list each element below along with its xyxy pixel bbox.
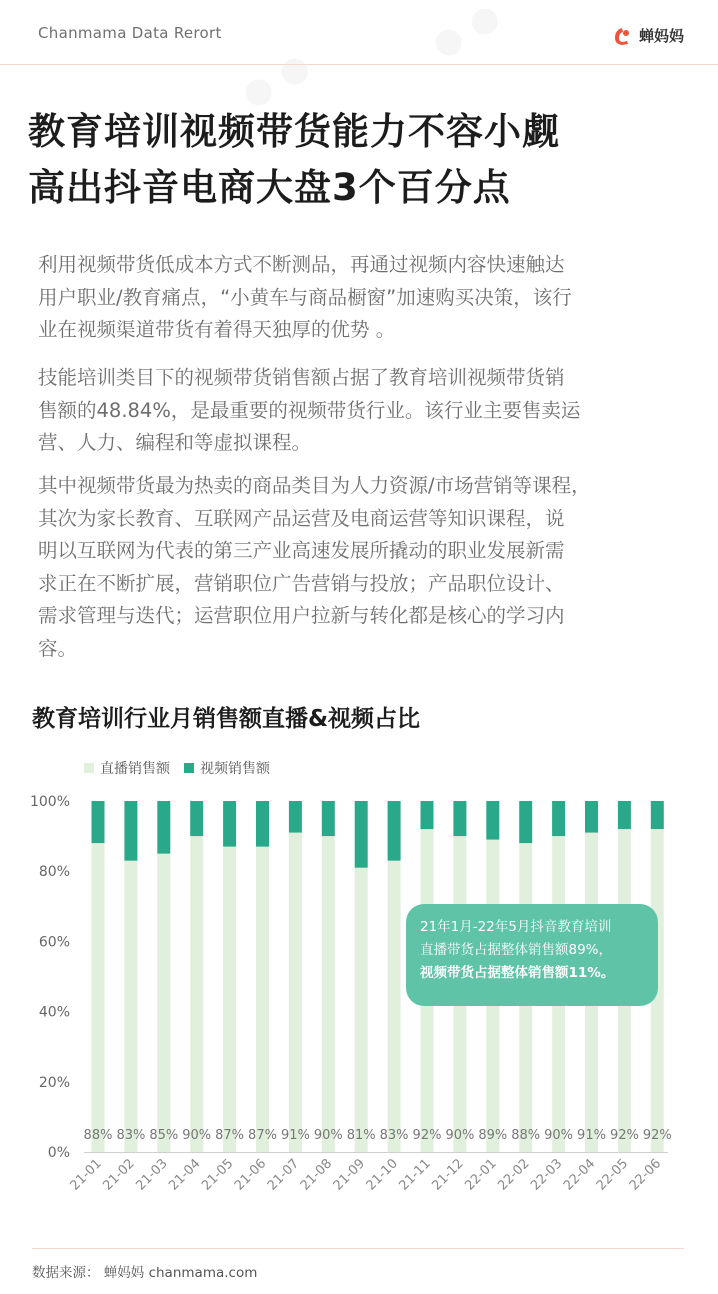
data-label-22-01: 89% (478, 1128, 508, 1143)
brand-logo-group (611, 24, 684, 46)
data-label-21-04: 90% (182, 1128, 212, 1143)
chart-legend (84, 758, 284, 778)
bar-video-21-05 (223, 801, 236, 847)
paragraph-2 (38, 362, 686, 460)
y-tick-label: 100% (29, 794, 70, 810)
paragraph-line: 明以互联网为代表的第三产业高速发展所撬动的职业发展新需 (38, 539, 565, 562)
callout-line-3: 视频带货占据整体销售额11%。 (420, 965, 615, 981)
y-tick-label: 40% (38, 1004, 70, 1021)
bar-live-21-10 (388, 861, 401, 1152)
x-tick-label-21-04: 21-04 (166, 1156, 204, 1194)
chart-title: 教育培训行业月销售额直播&视频占比 (32, 706, 421, 732)
header-divider (0, 64, 718, 65)
bar-live-21-07 (289, 833, 302, 1152)
x-tick-label-21-08: 21-08 (297, 1156, 336, 1194)
data-label-21-06: 87% (248, 1128, 277, 1143)
report-label: Chanmama Data Rerort (38, 24, 222, 42)
data-label-21-09: 81% (346, 1128, 376, 1143)
x-tick-label-22-01: 22-01 (462, 1156, 500, 1194)
paragraph-line: 其中视频带货最为热卖的商品类目为人力资源/市场营销等课程， (38, 474, 591, 497)
bar-video-22-02 (519, 801, 532, 843)
y-tick-label: 20% (38, 1074, 70, 1091)
summary-callout (406, 904, 658, 1006)
paragraph-line: 求正在不断扩展，营销职位广告营销与投放；产品职位设计、 (38, 571, 565, 595)
title-line-2: 高出抖音电商大盘3个百分点 (28, 166, 511, 209)
paragraph-line: 技能培训类目下的视频带货销售额占据了教育培训视频带货销 (38, 366, 565, 389)
brand-name: 蝉妈妈 (638, 26, 684, 45)
watermark (425, 0, 507, 65)
data-label-22-06: 92% (642, 1128, 672, 1143)
paragraph-line: 需求管理与迭代；运营职位用户拉新与转化都是核心的学习内 (38, 604, 565, 627)
legend-label-live: 直播销售额 (100, 761, 170, 777)
x-tick-label-22-04: 22-04 (561, 1156, 599, 1194)
paragraph-line: 业在视频渠道带货有着得天独厚的优势 。 (38, 318, 396, 341)
paragraph-1 (38, 249, 686, 347)
page-title (28, 104, 688, 216)
x-tick-label-21-02: 21-02 (100, 1156, 138, 1194)
y-tick-label: 80% (38, 864, 70, 881)
bar-live-21-06 (256, 847, 269, 1152)
bar-live-21-09 (355, 868, 368, 1152)
bar-video-21-08 (322, 801, 335, 836)
legend-item-live (84, 758, 170, 778)
data-label-21-11: 92% (412, 1128, 442, 1143)
data-source: 数据来源： 蝉妈妈 chanmama.com (32, 1265, 258, 1281)
bar-video-21-03 (157, 801, 170, 854)
x-tick-label-21-05: 21-05 (199, 1156, 237, 1194)
bar-live-21-08 (322, 836, 335, 1152)
bar-live-21-02 (124, 861, 137, 1152)
data-label-21-12: 90% (445, 1128, 475, 1143)
bar-video-21-06 (256, 801, 269, 847)
bar-video-21-07 (289, 801, 302, 833)
legend-label-video: 视频销售额 (200, 761, 270, 777)
x-tick-label-21-11: 21-11 (396, 1156, 434, 1194)
data-label-22-03: 90% (544, 1128, 574, 1143)
x-tick-label-21-10: 21-10 (363, 1156, 401, 1194)
bar-video-22-03 (552, 801, 565, 836)
title-line-1: 教育培训视频带货能力不容小觑 (28, 110, 560, 153)
bar-live-21-05 (223, 847, 236, 1152)
paragraph-line: 容。 (38, 636, 78, 660)
callout-line-1: 21年1月-22年5月抖音教育培训 (420, 919, 612, 935)
bar-video-22-05 (618, 801, 631, 829)
bar-video-22-04 (585, 801, 598, 833)
x-tick-label-21-01: 21-01 (67, 1156, 105, 1194)
x-tick-label-21-06: 21-06 (232, 1156, 270, 1194)
bar-video-21-09 (355, 801, 368, 868)
legend-swatch-video (184, 763, 194, 773)
data-label-21-02: 83% (116, 1128, 146, 1143)
callout-line-2: 直播带货占据整体销售额89%， (420, 942, 613, 958)
paragraph-line: 其次为家长教育、互联网产品运营及电商运营等知识课程，说 (38, 506, 565, 530)
bar-live-21-03 (157, 854, 170, 1152)
paragraph-line: 售额的48.84%，是最重要的视频带货行业。该行业主要售卖运 (38, 398, 581, 422)
bar-video-22-06 (651, 801, 664, 829)
data-label-21-10: 83% (379, 1128, 409, 1143)
legend-item-video (184, 758, 270, 778)
data-label-21-08: 90% (313, 1128, 343, 1143)
data-label-21-01: 88% (83, 1128, 113, 1143)
data-label-22-04: 91% (577, 1128, 606, 1143)
bar-live-21-04 (190, 836, 203, 1152)
data-label-22-02: 88% (511, 1128, 541, 1143)
x-tick-label-21-09: 21-09 (330, 1156, 369, 1194)
x-tick-label-22-02: 22-02 (495, 1156, 533, 1194)
bar-video-21-12 (453, 801, 466, 836)
bar-video-21-01 (92, 801, 105, 843)
data-label-22-05: 92% (609, 1128, 639, 1143)
legend-swatch-live (84, 763, 94, 773)
data-label-21-03: 85% (149, 1128, 179, 1143)
bar-video-21-02 (124, 801, 137, 861)
footer-divider (32, 1248, 684, 1249)
x-tick-label-22-05: 22-05 (593, 1156, 632, 1194)
bar-live-21-01 (92, 843, 105, 1152)
brand-logo-icon (611, 24, 633, 46)
x-tick-label-21-12: 21-12 (429, 1156, 467, 1194)
bar-video-21-10 (388, 801, 401, 861)
bar-video-22-01 (486, 801, 499, 840)
x-tick-label-22-03: 22-03 (528, 1156, 566, 1194)
paragraph-line: 营、人力、编程和等虚拟课程。 (38, 431, 312, 454)
y-tick-label: 60% (38, 934, 70, 951)
bar-video-21-04 (190, 801, 203, 836)
data-label-21-05: 87% (215, 1128, 245, 1143)
paragraph-line: 利用视频带货低成本方式不断测品，再通过视频内容快速触达 (38, 253, 565, 276)
x-tick-label-21-03: 21-03 (133, 1156, 171, 1194)
bar-video-21-11 (421, 801, 434, 829)
paragraph-line: 用户职业/教育痛点，“小黄车与商品橱窗”加速购买决策，该行 (38, 285, 572, 309)
data-label-21-07: 91% (280, 1128, 310, 1143)
paragraph-3 (38, 470, 686, 665)
x-tick-label-22-06: 22-06 (626, 1156, 665, 1194)
x-tick-label-21-07: 21-07 (264, 1156, 303, 1194)
y-tick-label: 0% (47, 1145, 70, 1161)
